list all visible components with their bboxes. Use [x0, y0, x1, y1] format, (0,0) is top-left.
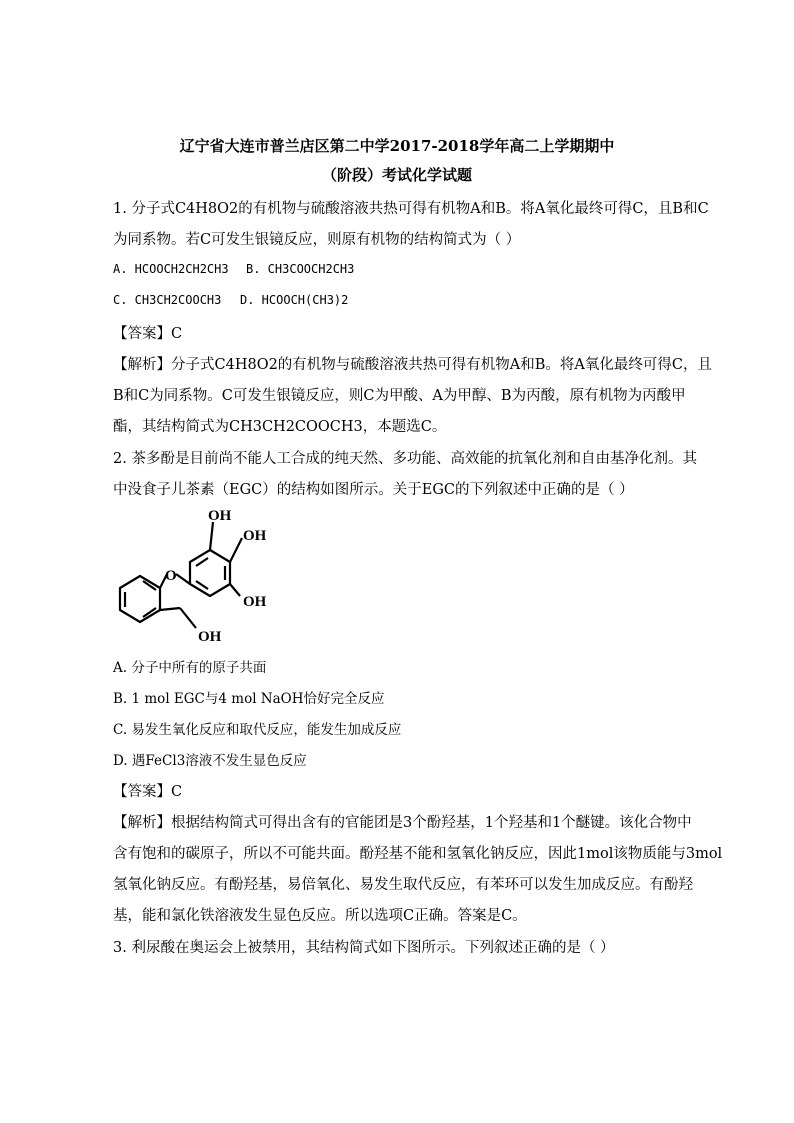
q1-analysis-line2: B和C为同系物。C可发生银镜反应，则C为甲酸、A为甲醇、B为丙酸，原有机物为丙酸甲: [113, 388, 686, 404]
q1-option-d: D. HCOOCH(CH3)2: [240, 293, 349, 307]
q2-option-d: D. 遇FeCl3溶液不发生显色反应: [113, 753, 307, 769]
q2-option-c: C. 易发生氧化反应和取代反应，能发生加成反应: [113, 722, 402, 738]
q2-analysis-line3: 氢氧化钠反应。有酚羟基，易倍氧化、易发生取代反应，有苯环可以发生加成反应。有酚羟: [113, 877, 693, 893]
q2-analysis-line2: 含有饱和的碳原子，所以不可能共面。酚羟基不能和氢氧化钠反应，因此1mol该物质能与3mol: [113, 846, 723, 862]
egc-structure-diagram: [110, 500, 290, 650]
q1-option-b: B. CH3COOCH2CH3: [246, 262, 355, 276]
q1-answer: 【答案】C: [113, 326, 183, 342]
oh-top-label: OH: [208, 508, 232, 524]
document-title: 辽宁省大连市普兰店区第二中学2017-2018学年高二上学期期中: [179, 137, 615, 155]
oh-chain-label: OH: [198, 629, 222, 645]
q2-option-b: B. 1 mol EGC与4 mol NaOH恰好完全反应: [113, 691, 385, 707]
oh-right-label: OH: [243, 528, 267, 544]
q1-stem-line2: 为同系物。若C可发生银镜反应，则原有机物的结构简式为（ ）: [113, 232, 521, 248]
q2-option-a: A. 分子中所有的原子共面: [113, 660, 267, 676]
q3-stem-line1: 3. 利尿酸在奥运会上被禁用，其结构简式如下图所示。下列叙述正确的是（ ）: [113, 940, 615, 956]
q1-analysis-line3: 酯，其结构简式为CH3CH2COOCH3，本题选C。: [113, 419, 447, 435]
q2-stem-line1: 2. 茶多酚是目前尚不能人工合成的纯天然、多功能、高效能的抗氧化剂和自由基净化剂。其: [113, 451, 697, 467]
q1-analysis-line1: 【解析】分子式C4H8O2的有机物与硫酸溶液共热可得有机物A和B。将A氧化最终可得C，且: [113, 357, 712, 373]
q2-analysis-line4: 基，能和氯化铁溶液发生显色反应。所以选项C正确。答案是C。: [113, 908, 527, 924]
q2-analysis-line1: 【解析】根据结构简式可得出含有的官能团是3个酚羟基，1个羟基和1个醚键。该化合物中: [113, 815, 692, 831]
q1-option-a: A. HCOOCH2CH2CH3: [113, 262, 229, 276]
q2-stem-line2: 中没食子儿茶素（EGC）的结构如图所示。关于EGC的下列叙述中正确的是（ ）: [113, 482, 634, 498]
q1-stem-line1: 1. 分子式C4H8O2的有机物与硫酸溶液共热可得有机物A和B。将A氧化最终可得C，且B和C: [113, 201, 709, 217]
oh-lower-label: OH: [243, 594, 267, 610]
q1-option-c: C. CH3CH2COOCH3: [113, 293, 222, 307]
document-subtitle: （阶段）考试化学试题: [321, 166, 472, 184]
q2-answer: 【答案】C: [113, 784, 183, 800]
ether-oxygen-label: O: [165, 568, 177, 584]
